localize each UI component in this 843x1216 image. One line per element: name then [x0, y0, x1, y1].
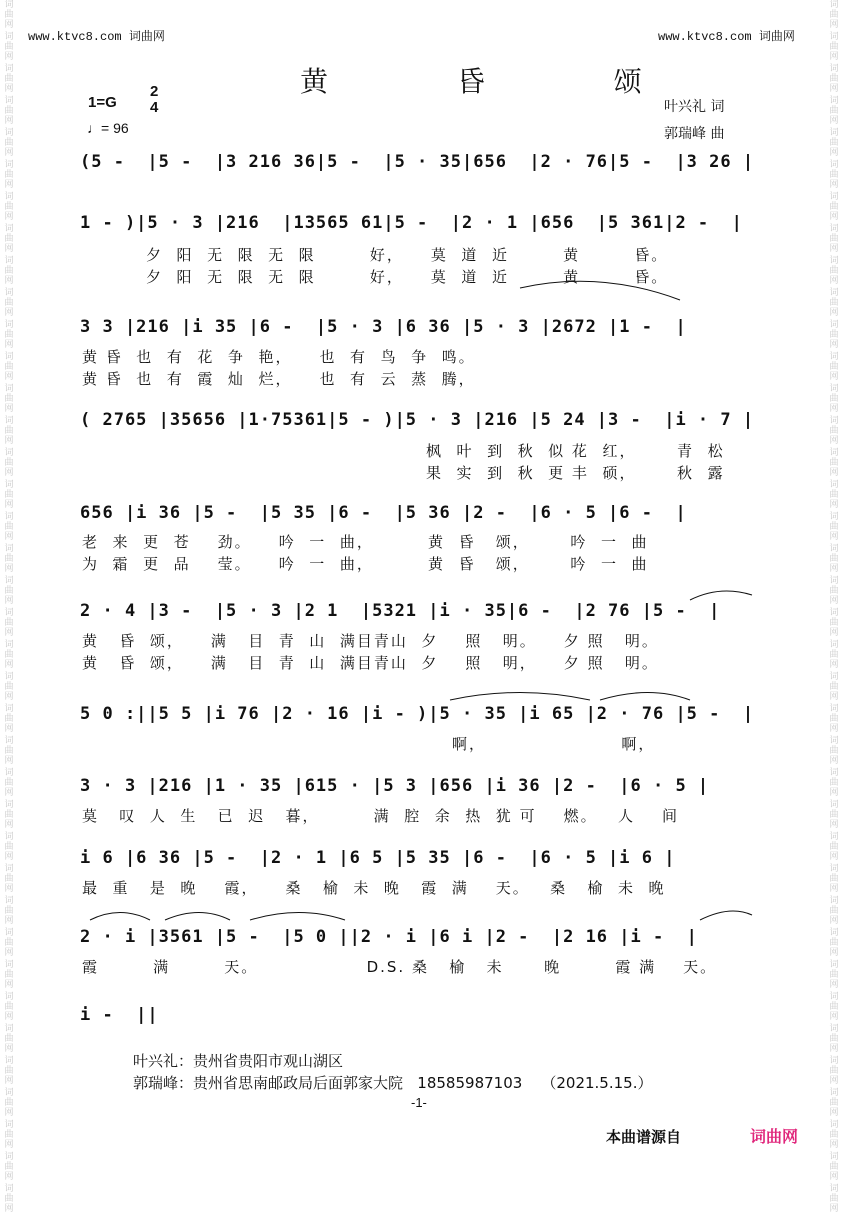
- lyric-line-3b: 黄 昏 也 有 霞 灿 烂， 也 有 云 蒸 腾，: [82, 370, 476, 388]
- watermark-char: 网: [4, 340, 14, 350]
- watermark-char: 曲: [829, 394, 839, 404]
- watermark-char: 曲: [829, 554, 839, 564]
- notation-line-2: 1 - )|5 · 3 |216 |13565 61|5 - |2 · 1 |656 |5 361|2 - |: [80, 213, 743, 233]
- lyric-line-6a: 黄 昏 颂， 满 目 青 山 满目青山 夕 照 明。 夕 照 明。: [82, 632, 659, 650]
- watermark-char: 词: [4, 512, 14, 522]
- watermark-char: 词: [829, 128, 839, 138]
- watermark-char: 词: [4, 576, 14, 586]
- watermark-char: 词: [4, 320, 14, 330]
- lyric-line-8: 莫 叹 人 生 已 迟 暮， 满 腔 余 热 犹 可 燃。 人 间: [82, 807, 680, 825]
- notation-line-10: 2 · i |3561 |5 - |5 0 ||2 · i |6 i |2 - |2 16 |i - |: [80, 927, 698, 947]
- watermark-char: 网: [4, 148, 14, 158]
- watermark-char: 词: [829, 160, 839, 170]
- watermark-char: 曲: [4, 906, 14, 916]
- source-brand-link[interactable]: 词曲网: [750, 1127, 799, 1146]
- watermark-char: 网: [829, 244, 839, 254]
- watermark-char: 词: [4, 1120, 14, 1130]
- watermark-char: 曲: [4, 394, 14, 404]
- watermark-char: 曲: [829, 842, 839, 852]
- watermark-char: 曲: [4, 234, 14, 244]
- lyric-line-2a: 夕 阳 无 限 无 限 好， 莫 道 近 黄 昏。: [146, 246, 669, 264]
- watermark-char: 词: [4, 1024, 14, 1034]
- slur-arc: [165, 913, 230, 921]
- watermark-char: 曲: [829, 970, 839, 980]
- watermark-char: 词: [829, 32, 839, 42]
- lyricist-credit: 叶兴礼 词: [664, 99, 725, 115]
- watermark-char: 曲: [4, 970, 14, 980]
- watermark-char: 网: [4, 212, 14, 222]
- watermark-char: 曲: [4, 1066, 14, 1076]
- watermark-char: 词: [829, 672, 839, 682]
- lyric-line-4a: 枫 叶 到 秋 似 花 红， 青 松: [426, 442, 725, 460]
- watermark-char: 词: [829, 320, 839, 330]
- watermark-char: 词: [4, 1152, 14, 1162]
- watermark-char: 词: [4, 384, 14, 394]
- watermark-char: 网: [4, 372, 14, 382]
- watermark-char: 词: [4, 480, 14, 490]
- watermark-char: 词: [829, 288, 839, 298]
- watermark-char: 网: [829, 308, 839, 318]
- watermark-char: 网: [4, 52, 14, 62]
- watermark-char: 曲: [4, 266, 14, 276]
- watermark-char: 曲: [4, 650, 14, 660]
- watermark-char: 网: [4, 532, 14, 542]
- watermark-char: 曲: [829, 618, 839, 628]
- watermark-char: 词: [829, 832, 839, 842]
- lyric-line-9: 最 重 是 晚 霞， 桑 榆 未 晚 霞 满 天。 桑 榆 未 晚: [82, 879, 666, 897]
- watermark-char: 曲: [829, 1034, 839, 1044]
- watermark-char: 曲: [4, 42, 14, 52]
- watermark-char: 词: [829, 0, 839, 10]
- watermark-char: 曲: [4, 874, 14, 884]
- watermark-char: 词: [4, 224, 14, 234]
- lyric-line-5a: 老 来 更 苍 劲。 吟 一 曲， 黄 昏 颂， 吟 一 曲: [82, 533, 649, 551]
- watermark-char: 词: [829, 256, 839, 266]
- watermark-char: 网: [829, 788, 839, 798]
- watermark-char: 词: [829, 608, 839, 618]
- watermark-char: 曲: [829, 10, 839, 20]
- site-url-left[interactable]: www.ktvc8.com 词曲网: [28, 30, 165, 44]
- watermark-char: 网: [829, 212, 839, 222]
- notation-line-1: (5 - |5 - |3 216 36|5 - |5 · 35|656 |2 · 76|5 - |3 26 |: [80, 152, 755, 172]
- watermark-char: 词: [829, 1024, 839, 1034]
- lyric-line-2b: 夕 阳 无 限 无 限 好， 莫 道 近 黄 昏。: [146, 268, 669, 286]
- watermark-char: 曲: [829, 490, 839, 500]
- watermark-char: 词: [829, 384, 839, 394]
- lyricist-address: 叶兴礼：贵州省贵阳市观山湖区: [133, 1052, 344, 1070]
- watermark-char: 网: [4, 1140, 14, 1150]
- watermark-char: 词: [4, 960, 14, 970]
- watermark-char: 网: [4, 1044, 14, 1054]
- watermark-char: 网: [4, 180, 14, 190]
- watermark-char: 词: [829, 352, 839, 362]
- watermark-char: 曲: [4, 490, 14, 500]
- watermark-char: 网: [4, 916, 14, 926]
- watermark-char: 曲: [4, 10, 14, 20]
- watermark-char: 曲: [829, 138, 839, 148]
- watermark-char: 曲: [4, 362, 14, 372]
- watermark-char: 网: [829, 180, 839, 190]
- watermark-char: 网: [4, 692, 14, 702]
- watermark-char: 网: [829, 148, 839, 158]
- composer-credit: 郭瑞峰 曲: [664, 126, 725, 142]
- notation-line-11: i - ||: [80, 1005, 159, 1025]
- slur-arc: [250, 913, 345, 921]
- slur-arc: [600, 693, 690, 701]
- watermark-char: 网: [4, 276, 14, 286]
- watermark-char: 网: [4, 724, 14, 734]
- watermark-char: 词: [4, 160, 14, 170]
- watermark-char: 曲: [829, 938, 839, 948]
- lyric-line-10: 霞 满 天。 D.S. 桑 榆 未 晚 霞 满 天。: [82, 958, 718, 976]
- watermark-char: 词: [829, 800, 839, 810]
- watermark-char: 词: [829, 192, 839, 202]
- watermark-char: 词: [829, 768, 839, 778]
- slur-arc: [450, 693, 590, 701]
- watermark-char: 网: [829, 948, 839, 958]
- watermark-char: 词: [4, 288, 14, 298]
- watermark-char: 网: [4, 980, 14, 990]
- watermark-char: 词: [829, 736, 839, 746]
- watermark-char: 网: [4, 948, 14, 958]
- watermark-char: 曲: [4, 1130, 14, 1140]
- notation-line-5: 656 |i 36 |5 - |5 35 |6 - |5 36 |2 - |6 · 5 |6 - |: [80, 503, 687, 523]
- song-title: 黄 昏 颂: [300, 65, 702, 98]
- watermark-char: 词: [4, 736, 14, 746]
- watermark-char: 曲: [829, 650, 839, 660]
- watermark-char: 网: [4, 1172, 14, 1182]
- watermark-char: 网: [4, 308, 14, 318]
- watermark-char: 曲: [4, 74, 14, 84]
- notation-line-8: 3 · 3 |216 |1 · 35 |615 · |5 3 |656 |i 36 |2 - |6 · 5 |: [80, 776, 710, 796]
- watermark-char: 曲: [829, 810, 839, 820]
- watermark-char: 网: [4, 596, 14, 606]
- watermark-char: 曲: [829, 906, 839, 916]
- watermark-char: 词: [829, 864, 839, 874]
- watermark-char: 曲: [829, 42, 839, 52]
- watermark-char: 网: [829, 340, 839, 350]
- watermark-char: 词: [829, 544, 839, 554]
- watermark-char: 网: [829, 1076, 839, 1086]
- watermark-char: 词: [829, 928, 839, 938]
- watermark-char: 曲: [829, 458, 839, 468]
- watermark-char: 曲: [4, 106, 14, 116]
- watermark-char: 词: [4, 96, 14, 106]
- watermark-char: 词: [4, 416, 14, 426]
- watermark-char: 网: [4, 564, 14, 574]
- watermark-char: 网: [4, 660, 14, 670]
- watermark-char: 网: [829, 596, 839, 606]
- notation-line-7: 5 0 :||5 5 |i 76 |2 · 16 |i - )|5 · 35 |i 65 |2 · 76 |5 - |: [80, 704, 755, 724]
- watermark-char: 网: [829, 1204, 839, 1214]
- watermark-char: 曲: [4, 554, 14, 564]
- watermark-char: 词: [4, 64, 14, 74]
- watermark-char: 曲: [4, 618, 14, 628]
- watermark-char: 曲: [829, 1194, 839, 1204]
- watermark-char: 曲: [829, 874, 839, 884]
- watermark-char: 词: [829, 96, 839, 106]
- watermark-char: 曲: [829, 234, 839, 244]
- watermark-char: 曲: [829, 298, 839, 308]
- watermark-char: 网: [4, 884, 14, 894]
- watermark-char: 网: [829, 468, 839, 478]
- watermark-char: 词: [4, 800, 14, 810]
- watermark-char: 词: [829, 896, 839, 906]
- watermark-char: 网: [4, 468, 14, 478]
- watermark-char: 词: [4, 928, 14, 938]
- watermark-char: 曲: [829, 682, 839, 692]
- watermark-char: 曲: [4, 938, 14, 948]
- watermark-char: 曲: [4, 1034, 14, 1044]
- watermark-char: 曲: [829, 1130, 839, 1140]
- slur-arc: [520, 281, 680, 300]
- watermark-char: 曲: [4, 1194, 14, 1204]
- watermark-char: 曲: [829, 522, 839, 532]
- watermark-char: 曲: [829, 586, 839, 596]
- watermark-char: 词: [4, 128, 14, 138]
- meter-bottom: 4: [150, 99, 159, 116]
- watermark-char: 网: [829, 916, 839, 926]
- watermark-char: 词: [4, 448, 14, 458]
- watermark-char: 网: [4, 244, 14, 254]
- watermark-char: 网: [829, 980, 839, 990]
- watermark-char: 网: [4, 436, 14, 446]
- watermark-char: 网: [829, 852, 839, 862]
- source-label: 本曲谱源自: [606, 1128, 682, 1146]
- watermark-char: 网: [829, 756, 839, 766]
- watermark-char: 曲: [4, 522, 14, 532]
- watermark-char: 网: [829, 820, 839, 830]
- slur-arc: [690, 591, 752, 600]
- watermark-char: 曲: [4, 682, 14, 692]
- watermark-char: 网: [4, 404, 14, 414]
- watermark-char: 曲: [4, 842, 14, 852]
- watermark-char: 网: [4, 20, 14, 30]
- watermark-char: 词: [829, 992, 839, 1002]
- watermark-char: 网: [829, 1172, 839, 1182]
- watermark-char: 网: [4, 1012, 14, 1022]
- watermark-char: 曲: [829, 362, 839, 372]
- watermark-char: 词: [4, 640, 14, 650]
- watermark-char: 曲: [4, 1002, 14, 1012]
- watermark-char: 网: [829, 372, 839, 382]
- watermark-char: 网: [829, 660, 839, 670]
- watermark-char: 曲: [4, 138, 14, 148]
- watermark-char: 网: [829, 116, 839, 126]
- watermark-char: 曲: [829, 1066, 839, 1076]
- watermark-char: 词: [4, 896, 14, 906]
- watermark-char: 曲: [829, 170, 839, 180]
- watermark-char: 词: [4, 544, 14, 554]
- watermark-char: 词: [4, 832, 14, 842]
- watermark-char: 曲: [829, 778, 839, 788]
- watermark-char: 网: [4, 820, 14, 830]
- watermark-char: 曲: [4, 1162, 14, 1172]
- slur-arc: [700, 911, 752, 920]
- watermark-char: 曲: [4, 458, 14, 468]
- watermark-char: 词: [829, 1120, 839, 1130]
- watermark-char: 网: [829, 500, 839, 510]
- watermark-char: 曲: [4, 170, 14, 180]
- watermark-char: 词: [4, 0, 14, 10]
- watermark-char: 网: [829, 628, 839, 638]
- watermark-char: 词: [4, 704, 14, 714]
- composer-address: 郭瑞峰：贵州省思南邮政局后面郭家大院 18585987103 （2021.5.15.）: [133, 1074, 653, 1092]
- watermark-char: 曲: [4, 778, 14, 788]
- watermark-char: 网: [829, 564, 839, 574]
- watermark-char: 词: [829, 704, 839, 714]
- watermark-char: 词: [4, 1056, 14, 1066]
- watermark-char: 网: [829, 436, 839, 446]
- watermark-char: 网: [4, 84, 14, 94]
- watermark-char: 网: [829, 1012, 839, 1022]
- watermark-char: 网: [829, 20, 839, 30]
- watermark-char: 曲: [829, 714, 839, 724]
- watermark-char: 词: [829, 416, 839, 426]
- page-number: -1-: [411, 1095, 427, 1110]
- slur-arc: [90, 913, 150, 921]
- watermark-char: 曲: [4, 330, 14, 340]
- notation-line-9: i 6 |6 36 |5 - |2 · 1 |6 5 |5 35 |6 - |6 · 5 |i 6 |: [80, 848, 676, 868]
- watermark-char: 网: [4, 756, 14, 766]
- watermark-char: 词: [4, 192, 14, 202]
- watermark-char: 词: [829, 480, 839, 490]
- watermark-char: 网: [4, 1076, 14, 1086]
- watermark-char: 词: [829, 640, 839, 650]
- watermark-char: 曲: [829, 266, 839, 276]
- watermark-char: 词: [4, 608, 14, 618]
- watermark-char: 词: [4, 864, 14, 874]
- watermark-char: 曲: [829, 1162, 839, 1172]
- lyric-line-7: 啊， 啊，: [452, 735, 656, 753]
- watermark-char: 网: [829, 724, 839, 734]
- watermark-char: 曲: [4, 298, 14, 308]
- watermark-char: 曲: [4, 810, 14, 820]
- watermark-char: 网: [4, 1108, 14, 1118]
- lyric-line-4b: 果 实 到 秋 更 丰 硕， 秋 露: [426, 464, 725, 482]
- watermark-char: 曲: [4, 426, 14, 436]
- watermark-char: 词: [829, 1088, 839, 1098]
- watermark-char: 词: [4, 256, 14, 266]
- watermark-char: 网: [829, 52, 839, 62]
- lyric-line-3a: 黄 昏 也 有 花 争 艳， 也 有 鸟 争 鸣。: [82, 348, 476, 366]
- watermark-char: 曲: [4, 746, 14, 756]
- watermark-char: 网: [829, 692, 839, 702]
- watermark-char: 网: [4, 852, 14, 862]
- watermark-char: 网: [4, 1204, 14, 1214]
- notation-line-4: ( 2765 |35656 |1·75361|5 - )|5 · 3 |216 |5 24 |3 - |i · 7 |: [80, 410, 755, 430]
- watermark-char: 词: [4, 1184, 14, 1194]
- watermark-char: 网: [4, 628, 14, 638]
- watermark-char: 曲: [829, 746, 839, 756]
- watermark-char: 曲: [829, 106, 839, 116]
- site-url-right[interactable]: www.ktvc8.com 词曲网: [658, 30, 795, 44]
- lyric-line-6b: 黄 昏 颂， 满 目 青 山 满目青山 夕 照 明， 夕 照 明。: [82, 654, 659, 672]
- watermark-char: 词: [829, 448, 839, 458]
- watermark-char: 词: [829, 1152, 839, 1162]
- watermark-char: 网: [829, 884, 839, 894]
- watermark-char: 词: [829, 512, 839, 522]
- watermark-char: 网: [829, 276, 839, 286]
- watermark-char: 曲: [4, 714, 14, 724]
- watermark-char: 曲: [4, 586, 14, 596]
- watermark-char: 词: [4, 1088, 14, 1098]
- watermark-char: 曲: [829, 426, 839, 436]
- watermark-char: 词: [829, 960, 839, 970]
- watermark-char: 曲: [829, 74, 839, 84]
- watermark-char: 词: [4, 992, 14, 1002]
- watermark-char: 词: [829, 576, 839, 586]
- watermark-char: 网: [4, 116, 14, 126]
- watermark-char: 网: [829, 532, 839, 542]
- watermark-char: 网: [829, 1044, 839, 1054]
- tempo-mark: ♩= 96: [87, 120, 129, 136]
- watermark-char: 曲: [4, 1098, 14, 1108]
- watermark-char: 曲: [829, 1098, 839, 1108]
- watermark-char: 网: [829, 84, 839, 94]
- watermark-char: 网: [4, 500, 14, 510]
- watermark-char: 曲: [829, 1002, 839, 1012]
- notation-line-3: 3 3 |216 |i 35 |6 - |5 · 3 |6 36 |5 · 3 |2672 |1 - |: [80, 317, 687, 337]
- watermark-char: 词: [4, 32, 14, 42]
- watermark-char: 词: [4, 352, 14, 362]
- lyric-line-5b: 为 霜 更 品 莹。 吟 一 曲， 黄 昏 颂， 吟 一 曲: [82, 555, 649, 573]
- watermark-char: 词: [829, 1056, 839, 1066]
- watermark-char: 词: [829, 1184, 839, 1194]
- watermark-char: 词: [4, 672, 14, 682]
- watermark-char: 网: [4, 788, 14, 798]
- watermark-char: 网: [829, 1108, 839, 1118]
- watermark-char: 曲: [829, 202, 839, 212]
- watermark-char: 词: [829, 64, 839, 74]
- meter-top: 2: [150, 83, 159, 100]
- watermark-char: 词: [4, 768, 14, 778]
- watermark-char: 网: [829, 404, 839, 414]
- notation-line-6: 2 · 4 |3 - |5 · 3 |2 1 |5321 |i · 35|6 - |2 76 |5 - |: [80, 601, 721, 621]
- watermark-char: 词: [829, 224, 839, 234]
- watermark-char: 曲: [829, 330, 839, 340]
- watermark-char: 网: [829, 1140, 839, 1150]
- key-signature: 1=G: [88, 94, 117, 111]
- watermark-char: 曲: [4, 202, 14, 212]
